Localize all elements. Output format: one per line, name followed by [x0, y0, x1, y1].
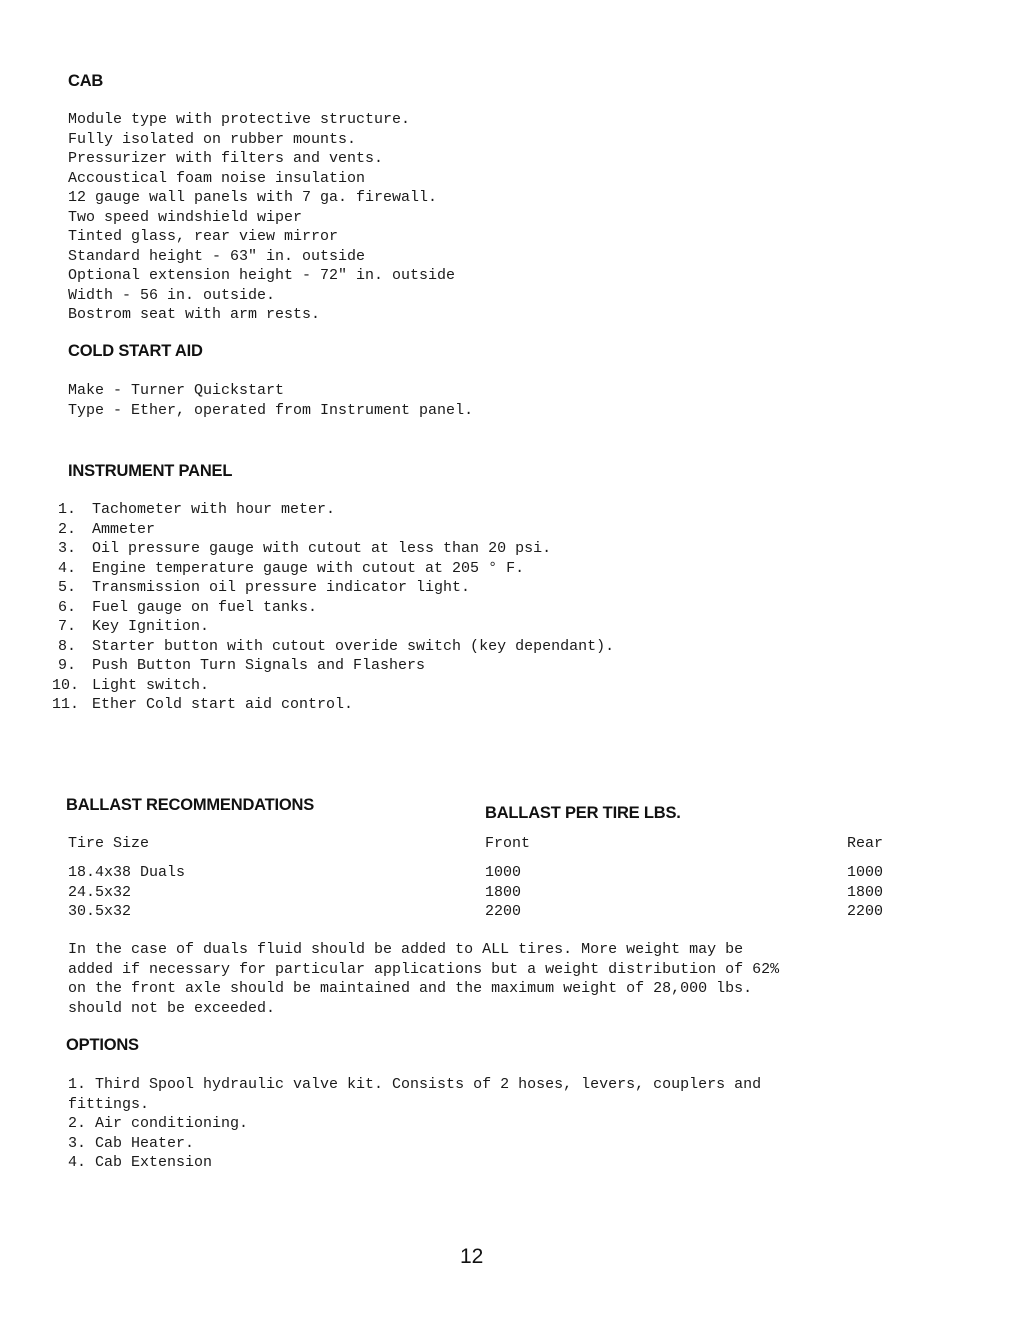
list-item [52, 676, 614, 696]
tire-size-cell: 18.4x38 Duals [68, 864, 186, 881]
item-text: Transmission oil pressure indicator light. [92, 579, 471, 596]
tire-size-cell: 30.5x32 [68, 903, 132, 920]
item-number: 10. [52, 676, 80, 694]
instrument-panel-heading: INSTRUMENT PANEL [68, 462, 233, 480]
column-header-rear: Rear [846, 835, 883, 852]
ballast-note-line: In the case of duals fluid should be added to ALL tires. More weight may be [68, 941, 744, 958]
item-text: Push Button Turn Signals and Flashers [92, 657, 426, 674]
item-text: Starter button with cutout overide switch (key dependant). [92, 637, 615, 655]
cab-spec-line: Pressurizer with filters and vents. [68, 150, 384, 167]
cab-spec-line: Tinted glass, rear view mirror [68, 228, 339, 245]
list-item [52, 656, 614, 676]
list-item [52, 520, 614, 540]
cab-spec-line: Module type with protective structure. [68, 111, 411, 128]
cab-spec-line: Two speed windshield wiper [68, 208, 303, 226]
table-row [68, 883, 888, 903]
ballast-note-line: should not be exceeded. [68, 999, 276, 1017]
rear-cell: 1800 [846, 883, 883, 901]
ballast-per-tire-heading: BALLAST PER TIRE LBS. [485, 804, 681, 822]
cold-start-spec-list [68, 381, 473, 420]
item-number: 9. [57, 657, 76, 674]
item-text: Ether Cold start aid control. [92, 696, 354, 713]
option-line: 2. Air conditioning. [68, 1115, 249, 1132]
ballast-table [68, 834, 888, 922]
ballast-note-line: on the front axle should be maintained and the maximum weight of 28,000 lbs. [68, 980, 753, 997]
ballast-note-line: added if necessary for particular applications but a weight distribution of 62% [68, 960, 780, 978]
cab-heading: CAB [68, 72, 104, 90]
item-number: 5. [57, 579, 76, 596]
table-row [68, 863, 888, 883]
item-number: 3. [57, 540, 76, 557]
ballast-note [68, 940, 858, 1018]
front-cell: 2200 [485, 903, 522, 920]
table-row [68, 902, 888, 922]
cab-spec-line: Width - 56 in. outside. [68, 286, 276, 304]
page-number: 12 [460, 1245, 484, 1268]
cab-spec-line: Standard height - 63" in. outside [68, 247, 366, 265]
cab-spec-line: Bostrom seat with arm rests. [68, 306, 321, 323]
list-item [52, 617, 614, 637]
item-number: 2. [57, 520, 76, 538]
front-cell: 1000 [485, 864, 522, 881]
option-line: fittings. [68, 1095, 150, 1113]
cold-start-line: Type - Ether, operated from Instrument panel. [68, 401, 474, 419]
item-number: 8. [57, 637, 76, 655]
rear-cell: 2200 [846, 903, 883, 920]
cold-start-heading: COLD START AID [68, 342, 203, 360]
cab-spec-line: Fully isolated on rubber mounts. [68, 130, 357, 148]
item-number: 6. [57, 598, 76, 616]
item-text: Fuel gauge on fuel tanks. [92, 598, 318, 616]
options-heading: OPTIONS [66, 1036, 139, 1054]
tire-size-cell: 24.5x32 [68, 883, 132, 901]
item-text: Tachometer with hour meter. [92, 501, 336, 518]
item-number: 7. [57, 618, 76, 635]
list-item [52, 598, 614, 618]
options-list [68, 1075, 761, 1173]
item-text: Key Ignition. [92, 618, 210, 635]
item-number: 1. [57, 501, 76, 518]
list-item [52, 637, 614, 657]
item-text: Oil pressure gauge with cutout at less than 20 psi. [92, 540, 552, 557]
cold-start-line: Make - Turner Quickstart [68, 382, 285, 399]
table-header-row [68, 834, 888, 854]
front-cell: 1800 [485, 883, 522, 901]
cab-spec-line: Optional extension height - 72" in. outside [68, 267, 456, 284]
list-item [52, 695, 614, 715]
list-item [52, 578, 614, 598]
cab-spec-line: 12 gauge wall panels with 7 ga. firewall. [68, 189, 438, 206]
item-number: 11. [52, 696, 80, 713]
list-item [52, 559, 614, 579]
rear-cell: 1000 [846, 864, 883, 881]
item-number: 4. [57, 559, 76, 577]
column-header-front: Front [485, 835, 531, 852]
cab-spec-line: Accoustical foam noise insulation [68, 169, 366, 187]
ballast-heading: BALLAST RECOMMENDATIONS [66, 796, 315, 814]
option-line: 4. Cab Extension [68, 1154, 213, 1171]
item-text: Ammeter [92, 520, 156, 538]
column-header-tire-size: Tire Size [68, 835, 150, 852]
option-line: 1. Third Spool hydraulic valve kit. Consists of 2 hoses, levers, couplers and [68, 1076, 762, 1093]
item-text: Light switch. [92, 676, 210, 694]
instrument-panel-list [52, 500, 614, 715]
list-item [52, 500, 614, 520]
cab-spec-list [68, 110, 455, 325]
item-text: Engine temperature gauge with cutout at 205 ° F. [92, 559, 525, 577]
option-line: 3. Cab Heater. [68, 1134, 195, 1152]
list-item [52, 539, 614, 559]
